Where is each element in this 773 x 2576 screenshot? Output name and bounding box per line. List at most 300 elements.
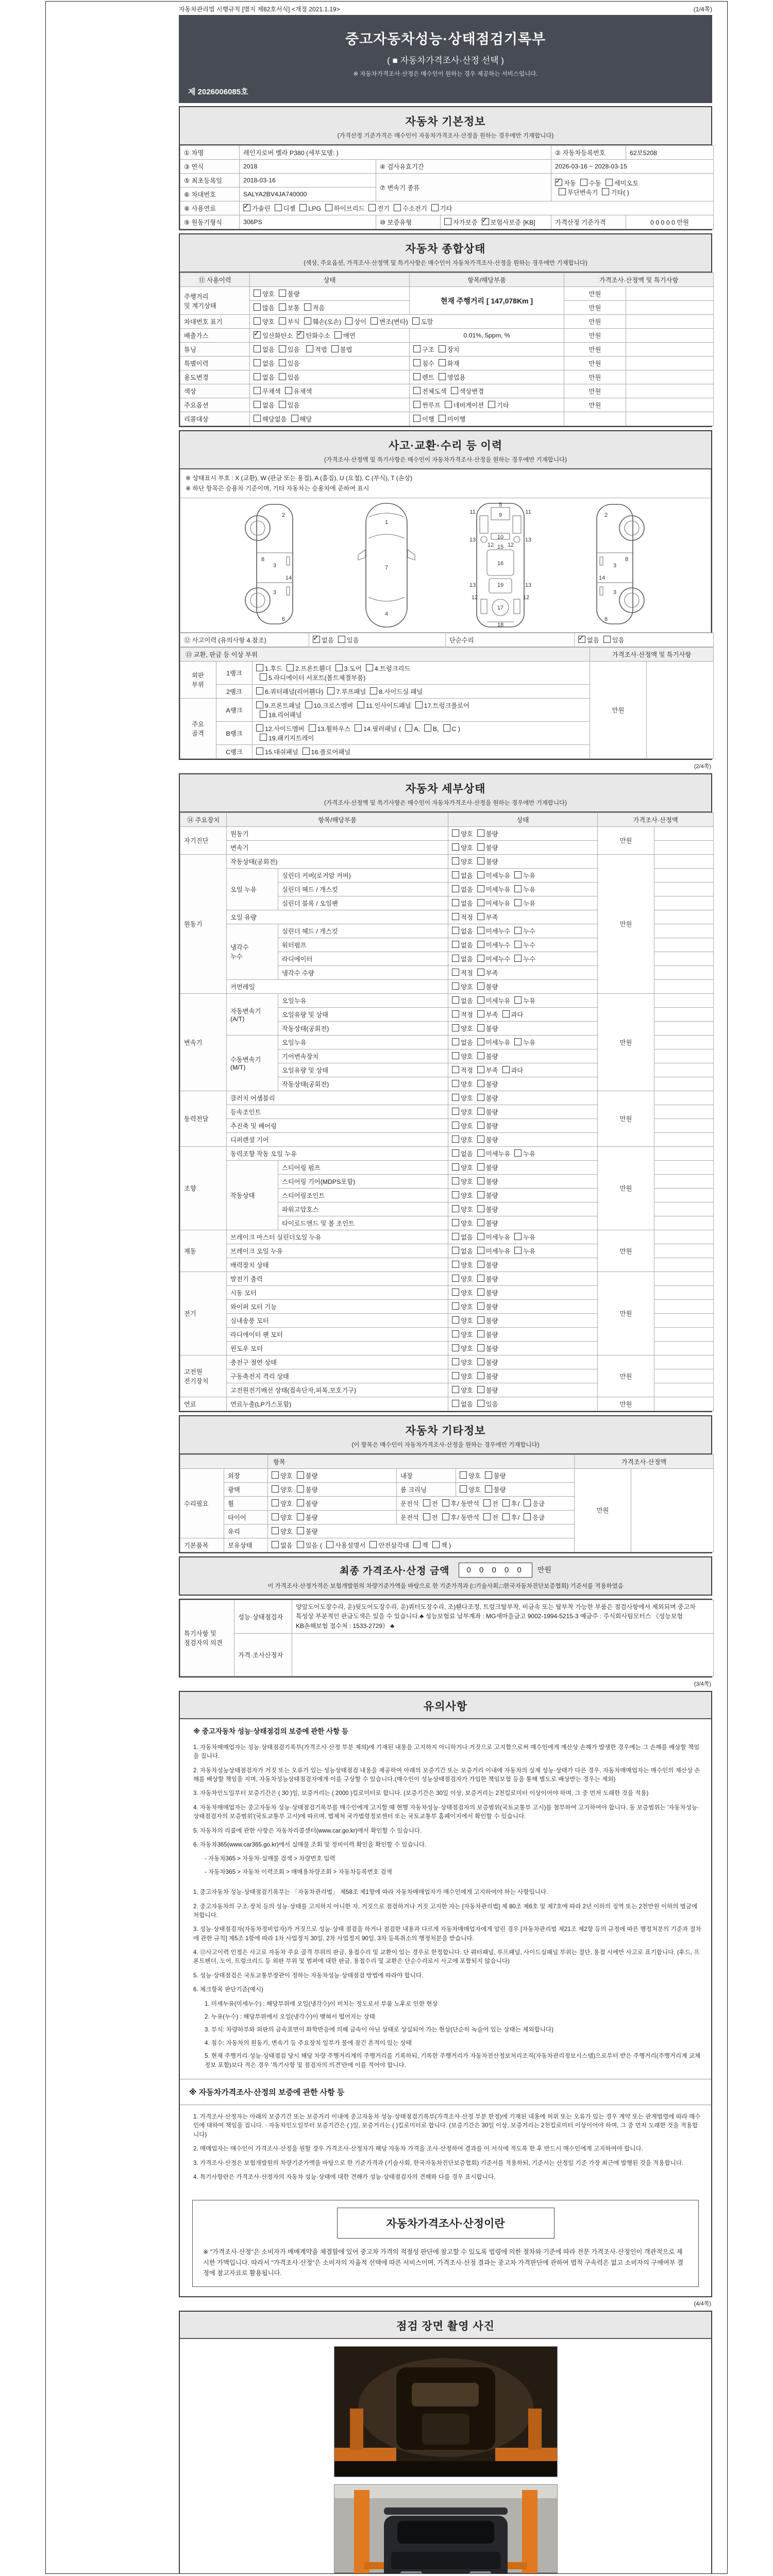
checkbox-과다[interactable] <box>502 1066 510 1073</box>
checkbox-상이[interactable] <box>345 317 352 325</box>
checkbox-label: 가솔린 <box>252 205 271 212</box>
checkbox-있음[interactable] <box>279 373 286 380</box>
text-cell <box>654 993 714 1007</box>
checkbox-양호[interactable] <box>452 1163 459 1171</box>
checkbox-양호[interactable] <box>254 290 261 297</box>
checkbox-기타[interactable] <box>488 401 495 408</box>
checkbox-수소전기[interactable] <box>394 204 401 211</box>
checkbox-양호[interactable] <box>272 1527 279 1534</box>
checkbox-양호[interactable] <box>452 1219 459 1226</box>
checkbox-자가보증[interactable] <box>444 218 451 225</box>
checkbox-색상변경[interactable] <box>451 387 458 394</box>
checkbox-미세누수[interactable] <box>477 927 484 934</box>
checkbox-없음[interactable] <box>452 1233 459 1240</box>
checkbox-없음[interactable] <box>452 871 459 878</box>
checkbox-후[interactable] <box>442 1513 449 1520</box>
inline-text: 냉각수 <box>230 944 249 952</box>
checkbox-미세누수[interactable] <box>477 955 484 962</box>
checkbox-장치[interactable] <box>439 345 446 352</box>
checkbox-C )[interactable] <box>443 724 450 732</box>
checkbox-전[interactable] <box>423 1513 430 1520</box>
field-cell <box>268 1482 397 1496</box>
checkbox-label: 양호 <box>461 1386 473 1394</box>
text-cell: 오일 유량 <box>227 910 448 924</box>
checkbox-전[interactable] <box>483 1499 491 1506</box>
checkbox-있음[interactable] <box>477 1400 484 1407</box>
text-cell: 0 0 0 0 0 만원 <box>626 215 714 229</box>
checkbox-label: 양호 <box>461 1317 473 1325</box>
table-row <box>180 357 714 370</box>
checkbox-미세누유[interactable] <box>477 1233 484 1240</box>
text-cell <box>654 1063 714 1077</box>
checkbox-불량[interactable] <box>477 1094 484 1101</box>
checkbox-렌트[interactable] <box>413 373 421 380</box>
checkbox-적정[interactable] <box>452 969 459 976</box>
checkbox-잭 )[interactable] <box>432 1541 440 1548</box>
checkbox-label: 불량 <box>485 1359 498 1366</box>
price-notice-header: ※ 자동차가격조사·산정의 보증에 관한 사항 등 <box>180 2079 711 2105</box>
checkbox-가솔린[interactable] <box>243 204 250 211</box>
checkbox-없음[interactable] <box>452 927 459 934</box>
checkbox-양호[interactable] <box>452 829 459 837</box>
field-cell <box>448 1313 598 1327</box>
checkbox-일산화탄소[interactable] <box>254 331 261 338</box>
checkbox-불량[interactable] <box>297 1485 304 1493</box>
checkbox-10.크로스멤버[interactable] <box>305 701 312 708</box>
checkbox-label: 양호 <box>461 1136 473 1144</box>
checkbox-세미오토[interactable] <box>606 179 613 186</box>
checkbox-불량[interactable] <box>477 1344 484 1351</box>
checkbox-불량[interactable] <box>477 1358 484 1365</box>
checkbox-없음[interactable] <box>578 636 585 643</box>
checkbox-양호[interactable] <box>452 1205 459 1212</box>
svg-text:13: 13 <box>469 582 476 588</box>
text-cell: 306PS <box>240 215 376 229</box>
section-detail-condition <box>179 773 712 1412</box>
checkbox-양호[interactable] <box>452 1052 459 1059</box>
checkbox-양호[interactable] <box>452 1330 459 1337</box>
checkbox-불량[interactable] <box>297 1499 304 1506</box>
checkbox-많음[interactable] <box>254 303 261 311</box>
checkbox-구조[interactable] <box>413 345 421 352</box>
checkbox-영업용[interactable] <box>439 373 446 380</box>
section-note: (가격산정 기준가격은 매수인이 자동차가격조사·산정을 원하는 경우에만 기재합니다) <box>337 133 554 139</box>
checkbox-무채색[interactable] <box>254 387 261 394</box>
checkbox-불량[interactable] <box>477 1136 484 1143</box>
checkbox-미세누수[interactable] <box>477 941 484 948</box>
checkbox-불량[interactable] <box>477 982 484 990</box>
checkbox-양호[interactable] <box>272 1513 279 1520</box>
document-title: 중고자동차성능·상태점검기록부 <box>345 31 546 47</box>
checkbox-불량[interactable] <box>477 1052 484 1059</box>
checkbox-안전삼각대[interactable] <box>369 1541 377 1548</box>
checkbox-없음[interactable] <box>452 1149 459 1157</box>
checkbox-디젤[interactable] <box>275 204 282 211</box>
checkbox-label: 양호 <box>461 1080 473 1088</box>
checkbox-양호[interactable] <box>452 1094 459 1101</box>
checkbox-누유[interactable] <box>514 1149 522 1157</box>
checkbox-불량[interactable] <box>477 843 484 851</box>
table-row <box>180 146 714 160</box>
checkbox-불량[interactable] <box>477 1080 484 1087</box>
checkbox-3.도어[interactable] <box>335 664 343 671</box>
svg-text:15: 15 <box>497 544 503 550</box>
checkbox-화재[interactable] <box>439 359 446 366</box>
checkbox-양호[interactable] <box>452 1191 459 1198</box>
checkbox-있음[interactable] <box>603 636 611 643</box>
checkbox-훼손(오손)[interactable] <box>304 317 311 325</box>
checkbox-있음[interactable] <box>279 401 286 408</box>
checkbox-기타( )[interactable] <box>602 188 609 195</box>
checkbox-불량[interactable] <box>477 1372 484 1379</box>
checkbox-양호[interactable] <box>452 843 459 851</box>
checkbox-과다[interactable] <box>502 1010 510 1018</box>
checkbox-label: 양호 <box>461 983 473 991</box>
checkbox-응급[interactable] <box>524 1499 531 1506</box>
checkbox-label: 없음 <box>461 1039 473 1046</box>
checkbox-불량[interactable] <box>477 1386 484 1393</box>
checkbox-불량[interactable] <box>279 290 286 297</box>
checkbox-누수[interactable] <box>514 955 522 962</box>
checkbox-양호[interactable] <box>452 1024 459 1031</box>
section-note: (가격조사·산정액 및 특기사항은 매수인이 자동차가격조사·산정을 원하는 경우에만 기재합니다) <box>324 800 567 806</box>
final-price-note: 이 가격조사·산정가격은 보험개발원의 차량기준가액을 바탕으로 한 기준가격과 (□기술사회,□한국자동차진단보증협회) 기준서를 적용하였음 <box>267 1583 624 1589</box>
field-cell <box>180 661 216 698</box>
checkbox-불량[interactable] <box>477 1191 484 1198</box>
checkbox-label: B, <box>432 725 439 733</box>
checkbox-label: 누유 <box>523 1247 536 1255</box>
document-number: 제 2026006085호 <box>188 88 248 96</box>
checkbox-불량[interactable] <box>477 1289 484 1296</box>
checkbox-label: 불량 <box>485 1122 498 1130</box>
checkbox-전[interactable] <box>483 1513 491 1520</box>
basic-info-table <box>180 145 714 229</box>
checkbox-양호[interactable] <box>452 1136 459 1143</box>
checkbox-미세누유[interactable] <box>477 899 484 906</box>
checkbox-label: 유채색 <box>293 388 312 395</box>
checkbox-불량[interactable] <box>477 1219 484 1226</box>
price-cell: 만원 <box>598 1355 654 1397</box>
legend-codes: ※ 상태표시 부호 : X (교환), W (판금 또는 용접), A (흠집), U (요철), C (부식), T (손상) <box>186 474 412 482</box>
checkbox-양호[interactable] <box>452 1080 459 1087</box>
list-item: 3. 자동차인도일부터 보증기간은 ( 30 )일, 보증거리는 ( 2000 )킬로미터로 합니다. (보증기간은 30일 이상, 보증거리는 2천킬로미터 이상이어야 하며, 그 중 먼저 도래한 것을 적용) <box>193 1790 649 1797</box>
section-etc-info <box>179 1415 712 1553</box>
checkbox-전[interactable] <box>423 1499 430 1506</box>
checkbox-후[interactable] <box>502 1499 510 1506</box>
checkbox-5.라디에이터 서포트(볼트체결부품)[interactable] <box>260 673 267 681</box>
checkbox-11.인사이드패널[interactable] <box>357 701 364 708</box>
checkbox-부식[interactable] <box>279 317 286 325</box>
checkbox-누유[interactable] <box>514 899 522 906</box>
table-row <box>180 329 714 343</box>
checkbox-없음[interactable] <box>254 401 261 408</box>
checkbox-없음[interactable] <box>452 955 459 962</box>
checkbox-매연[interactable] <box>334 331 342 338</box>
checkbox-없음[interactable] <box>254 345 261 352</box>
checkbox-불량[interactable] <box>297 1513 304 1520</box>
checkbox-label: 훼손(오손) <box>312 318 342 326</box>
checkbox-없음[interactable] <box>452 1247 459 1254</box>
checkbox-없음[interactable] <box>452 996 459 1004</box>
checkbox-미세누유[interactable] <box>477 1149 484 1157</box>
checkbox-하이브리드[interactable] <box>325 204 332 211</box>
checkbox-적정[interactable] <box>452 1066 459 1073</box>
checkbox-양호[interactable] <box>452 1177 459 1184</box>
checkbox-14.필러패널[interactable] <box>355 724 362 732</box>
text-cell: SALYA2BV4JA740000 <box>240 188 376 201</box>
checkbox-label: 전기 <box>377 205 390 212</box>
checkbox-있음[interactable] <box>279 359 286 366</box>
checkbox-양호[interactable] <box>272 1499 279 1506</box>
checkbox-양호[interactable] <box>452 1122 459 1129</box>
checkbox-적정[interactable] <box>452 913 459 920</box>
checkbox-불량[interactable] <box>477 1024 484 1031</box>
checkbox-해당없음[interactable] <box>254 415 261 422</box>
checkbox-없음[interactable] <box>254 359 261 366</box>
checkbox-부족[interactable] <box>477 913 484 920</box>
field-cell <box>448 1230 598 1244</box>
checkbox-미세누유[interactable] <box>477 1247 484 1254</box>
checkbox-양호[interactable] <box>460 1471 467 1479</box>
checkbox-누유[interactable] <box>514 885 522 892</box>
table-row <box>180 398 714 412</box>
checkbox-미세누유[interactable] <box>477 996 484 1004</box>
text-cell: ⑬ 교환, 판금 등 이상 부위 <box>180 647 590 661</box>
checkbox-후[interactable] <box>502 1513 510 1520</box>
checkbox-응급[interactable] <box>524 1513 531 1520</box>
checkbox-누유[interactable] <box>514 1233 522 1240</box>
checkbox-양호[interactable] <box>452 1261 459 1268</box>
checkbox-불량[interactable] <box>477 829 484 837</box>
checkbox-없음[interactable] <box>452 941 459 948</box>
checkbox-부족[interactable] <box>477 969 484 976</box>
checkbox-누수[interactable] <box>514 941 522 948</box>
list-header: ※ 중고자동차 성능·상태점검의 보증에 관한 사항 등 <box>193 1727 348 1735</box>
checkbox-전체도색[interactable] <box>413 387 421 394</box>
checkbox-9.프론트패널[interactable] <box>256 701 263 708</box>
field-cell <box>456 1482 575 1496</box>
checkbox-label: 매연 <box>343 332 356 340</box>
checkbox-label: 누유 <box>523 1039 536 1046</box>
photo-area <box>180 2339 711 2574</box>
checkbox-양호[interactable] <box>452 1316 459 1324</box>
checkbox-불량[interactable] <box>477 857 484 865</box>
checkbox-양호[interactable] <box>272 1485 279 1493</box>
checkbox-label: 무단변속기 <box>567 189 598 196</box>
checkbox-label: 2.프론트휀더 <box>295 665 331 672</box>
checkbox-18.리어패널[interactable] <box>260 710 267 718</box>
checkbox-불량[interactable] <box>477 1177 484 1184</box>
checkbox-2.프론트휀더[interactable] <box>287 664 294 671</box>
checkbox-label: 없음 <box>262 374 275 381</box>
checkbox-침수[interactable] <box>413 359 421 366</box>
checkbox-누수[interactable] <box>514 927 522 934</box>
price-cell: 만원 <box>590 661 647 758</box>
checkbox-양호[interactable] <box>452 1302 459 1310</box>
checkbox-label: 일산화탄소 <box>262 332 293 340</box>
checkbox-불량[interactable] <box>485 1471 492 1479</box>
checkbox-16.플로어패널[interactable] <box>303 748 310 755</box>
svg-text:18: 18 <box>497 621 503 628</box>
checkbox-기타[interactable] <box>431 204 439 211</box>
checkbox-양호[interactable] <box>460 1485 467 1493</box>
checkbox-8.사이드실 패널[interactable] <box>370 687 377 694</box>
checkbox-양호[interactable] <box>452 1358 459 1365</box>
text-cell: 와이퍼 모터 기능 <box>227 1299 448 1313</box>
checkbox-적정[interactable] <box>452 1010 459 1018</box>
checkbox-1.후드[interactable] <box>256 664 263 671</box>
checkbox-불량[interactable] <box>477 1163 484 1171</box>
notice-header <box>180 1692 711 1719</box>
checkbox-보험사보증[interactable] <box>482 218 489 225</box>
checkbox-불법[interactable] <box>331 345 339 352</box>
checkbox-label: 양호 <box>461 1359 473 1366</box>
table-row <box>180 370 714 384</box>
checkbox-LPG[interactable] <box>299 204 307 211</box>
checkbox-label: 불량 <box>485 1317 498 1325</box>
list-item: 1. 중고자동차 성능·상태점검기록부는 「자동차관리법」 제58조 제1항에 따라 자동차매매업자가 매수인에게 고지하여야 하는 사항입니다. <box>193 1889 548 1896</box>
checkbox-미세누유[interactable] <box>477 871 484 878</box>
field-cell <box>397 1496 575 1510</box>
text-cell: 오일 누유 <box>227 868 278 910</box>
checkbox-불량[interactable] <box>297 1527 304 1534</box>
checkbox-없음[interactable] <box>272 1541 279 1548</box>
checkbox-B,[interactable] <box>424 724 431 732</box>
checkbox-6.쿼터패널(리어휀다)[interactable] <box>256 687 263 694</box>
checkbox-누유[interactable] <box>514 1247 522 1254</box>
checkbox-불량[interactable] <box>485 1485 492 1493</box>
checkbox-양호[interactable] <box>452 1386 459 1393</box>
checkbox-19.패키지트레이[interactable] <box>260 734 267 741</box>
checkbox-label: 양호 <box>262 291 275 298</box>
checkbox-전기[interactable] <box>368 204 376 211</box>
checkbox-없음[interactable] <box>254 373 261 380</box>
checkbox-label: 없음 <box>461 941 473 949</box>
checkbox-해당[interactable] <box>291 415 298 422</box>
checkbox-사용설명서[interactable] <box>326 1541 333 1548</box>
checkbox-있음[interactable] <box>297 1541 304 1548</box>
checkbox-없음[interactable] <box>452 899 459 906</box>
checkbox-label: 없음 <box>461 1400 473 1408</box>
checkbox-양호[interactable] <box>452 1289 459 1296</box>
checkbox-15.대쉬패널[interactable] <box>256 748 263 755</box>
checkbox-이행[interactable] <box>413 415 421 422</box>
text-cell: 실내송풍 모터 <box>227 1313 448 1327</box>
checkbox-도말[interactable] <box>412 317 419 325</box>
checkbox-적음[interactable] <box>304 303 311 311</box>
checkbox-있음[interactable] <box>279 345 286 352</box>
text-cell: 오일누유 <box>278 993 448 1007</box>
checkbox-부족[interactable] <box>477 1066 484 1073</box>
text-cell: ⑤ 최초등록일 <box>180 174 240 188</box>
overall-header <box>180 234 711 273</box>
checkbox-유채색[interactable] <box>285 387 292 394</box>
checkbox-불량[interactable] <box>477 1330 484 1337</box>
checkbox-변조(변타)[interactable] <box>371 317 378 325</box>
field-cell <box>253 684 590 698</box>
field-cell <box>448 1049 598 1063</box>
checkbox-label: 양호 <box>461 1192 473 1199</box>
checkbox-양호[interactable] <box>452 1344 459 1351</box>
checkbox-후[interactable] <box>442 1499 449 1506</box>
photos-header <box>180 2312 711 2339</box>
checkbox-label: 1.후드 <box>265 665 283 672</box>
checkbox-부족[interactable] <box>477 1010 484 1018</box>
field-cell <box>250 301 410 315</box>
checkbox-누유[interactable] <box>514 996 522 1004</box>
field-cell <box>448 1383 598 1397</box>
checkbox-적법[interactable] <box>306 345 313 352</box>
checkbox-없음[interactable] <box>452 1038 459 1045</box>
checkbox-불량[interactable] <box>477 1108 484 1115</box>
checkbox-무단변속기[interactable] <box>559 188 566 195</box>
field-cell <box>268 1538 575 1552</box>
checkbox-불량[interactable] <box>477 1275 484 1282</box>
checkbox-label: 이행 <box>422 416 434 423</box>
checkbox-불량[interactable] <box>477 1205 484 1212</box>
checkbox-13.휠하우스[interactable] <box>309 724 316 732</box>
checkbox-양호[interactable] <box>452 982 459 990</box>
field-cell <box>448 924 598 938</box>
checkbox-label: 불량 <box>485 858 498 866</box>
checkbox-없음[interactable] <box>313 636 320 643</box>
checkbox-없음[interactable] <box>452 1400 459 1407</box>
checkbox-썬루프[interactable] <box>413 401 421 408</box>
checkbox-양호[interactable] <box>452 1275 459 1282</box>
inline-text: ( <box>397 725 401 733</box>
checkbox-양호[interactable] <box>452 1372 459 1379</box>
checkbox-불량[interactable] <box>477 1261 484 1268</box>
checkbox-4.트렁크리드[interactable] <box>366 664 373 671</box>
checkbox-7.루프패널[interactable] <box>327 687 334 694</box>
checkbox-양호[interactable] <box>452 857 459 865</box>
text-cell: ⑫ 사고이력 (유의사항 4.참조) <box>180 633 309 647</box>
text-cell <box>654 1118 714 1132</box>
checkbox-label: 해당없음 <box>262 416 287 423</box>
checkbox-누유[interactable] <box>514 871 522 878</box>
checkbox-잭[interactable] <box>413 1541 421 1548</box>
checkbox-불량[interactable] <box>297 1471 304 1479</box>
checkbox-미세누유[interactable] <box>477 885 484 892</box>
text-cell: 휠 <box>224 1496 268 1510</box>
checkbox-양호[interactable] <box>254 317 261 325</box>
checkbox-누유[interactable] <box>514 1038 522 1045</box>
list-item: 2. 매매업자는 매수인이 가격조사·산정을 원할 경우 가격조사·산정자가 해당 자동차 가격을 조사·산정하여 결과를 이 서식에 적도록 한 후 반드시 매수인에게 고지하여야 합니다. <box>193 2145 643 2153</box>
checkbox-양호[interactable] <box>452 1108 459 1115</box>
checkbox-불량[interactable] <box>477 1302 484 1310</box>
checkbox-없음[interactable] <box>452 885 459 892</box>
checkbox-A,[interactable] <box>405 724 412 732</box>
checkbox-보통[interactable] <box>279 303 286 311</box>
checkbox-17.트렁크플로어[interactable] <box>415 701 423 708</box>
etc-info-table <box>180 1454 714 1552</box>
checkbox-자동[interactable] <box>555 179 562 186</box>
text-cell: 오일누유 <box>278 1035 448 1049</box>
form-meta <box>179 5 712 13</box>
checkbox-불량[interactable] <box>477 1122 484 1129</box>
checkbox-미이행[interactable] <box>439 415 446 422</box>
checkbox-탄화수소[interactable] <box>297 331 304 338</box>
checkbox-있음[interactable] <box>338 636 345 643</box>
checkbox-label: C ) <box>451 725 460 733</box>
checkbox-불량[interactable] <box>477 1316 484 1324</box>
checkbox-label: 미세누유 <box>485 886 511 893</box>
checkbox-미세누유[interactable] <box>477 1038 484 1045</box>
checkbox-수동[interactable] <box>580 179 587 186</box>
checkbox-네비게이션[interactable] <box>445 401 452 408</box>
checkbox-12.사이드멤버[interactable] <box>256 724 263 732</box>
checkbox-양호[interactable] <box>272 1471 279 1479</box>
